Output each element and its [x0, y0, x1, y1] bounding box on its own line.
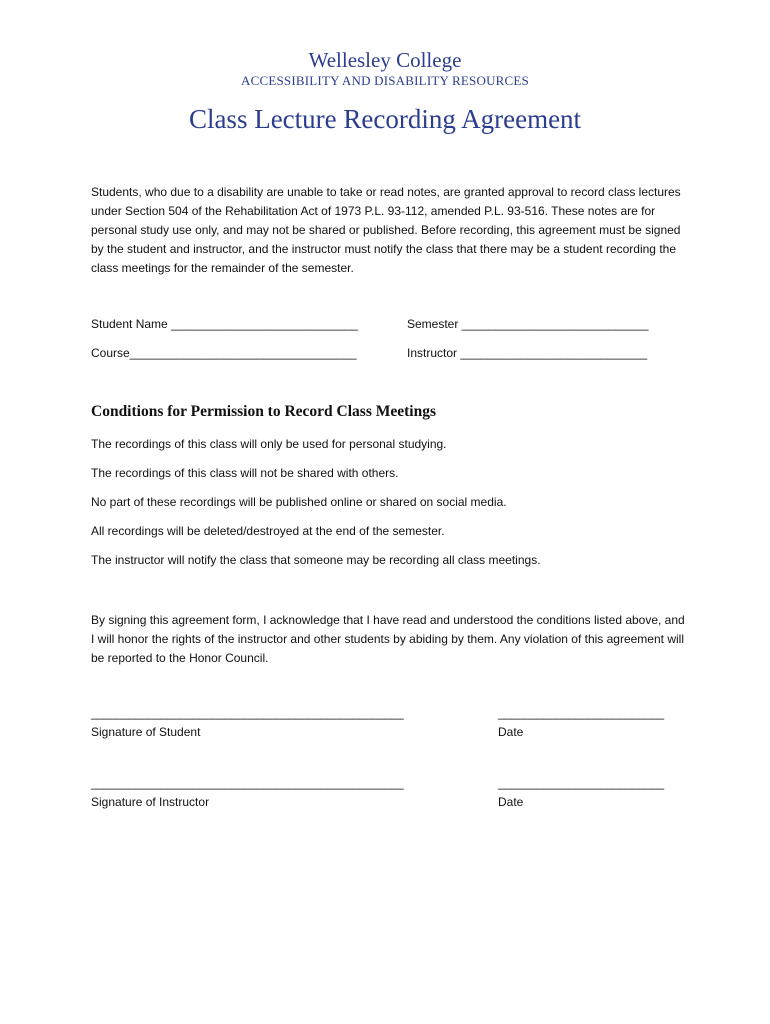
- semester-field[interactable]: Semester ____________________________: [407, 317, 649, 331]
- condition-item: No part of these recordings will be published online or shared on social media.: [91, 495, 507, 509]
- condition-item: The recordings of this class will not be shared with others.: [91, 466, 399, 480]
- course-field[interactable]: Course__________________________________: [91, 346, 357, 360]
- instructor-date-line[interactable]: __________________________: [498, 776, 664, 790]
- student-date-label: Date: [498, 725, 524, 739]
- conditions-heading: Conditions for Permission to Record Class Meetings: [91, 403, 436, 420]
- student-name-field[interactable]: Student Name ____________________________: [91, 317, 358, 331]
- document-title: Class Lecture Recording Agreement: [188, 104, 582, 134]
- condition-item: The instructor will notify the class that someone may be recording all class meetings.: [91, 553, 541, 567]
- intro-paragraph: Students, who due to a disability are unable to take or read notes, are granted approval to record class lectures under Section 504 of the Rehabilitation Act of 1973 P.L. 93-112, amended P.L. 93-516. These notes are for personal study use only, and may not be shared or published. Before recording, this agreement must be signed by the student and instructor, and the instructor must notify the class that there may be a student recording the class meetings for the remainder of the semester.: [91, 185, 681, 275]
- condition-item: All recordings will be deleted/destroyed at the end of the semester.: [91, 524, 445, 538]
- instructor-date-label: Date: [498, 795, 524, 809]
- college-name: Wellesley College: [308, 48, 462, 72]
- student-signature-label: Signature of Student: [91, 725, 201, 739]
- instructor-field[interactable]: Instructor ____________________________: [407, 346, 648, 360]
- department-name: ACCESSIBILITY AND DISABILITY RESOURCES: [241, 73, 529, 88]
- student-signature-line[interactable]: _________________________________________________: [91, 706, 404, 720]
- student-date-line[interactable]: __________________________: [498, 706, 664, 720]
- condition-item: The recordings of this class will only be used for personal studying.: [91, 437, 447, 451]
- instructor-signature-line[interactable]: _________________________________________________: [91, 776, 404, 790]
- acknowledgement-paragraph: By signing this agreement form, I acknowledge that I have read and understood the conditions listed above, and I will honor the rights of the instructor and other students by abiding by them. Any violation of this agreement will be reported to the Honor Council.: [91, 613, 685, 665]
- instructor-signature-label: Signature of Instructor: [91, 795, 210, 809]
